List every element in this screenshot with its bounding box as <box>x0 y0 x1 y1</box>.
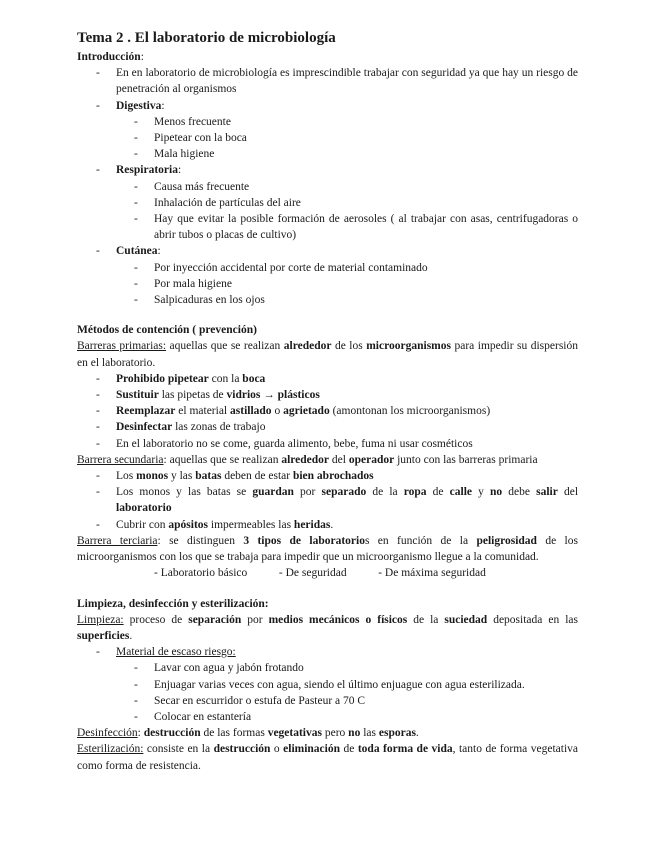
list-item <box>77 260 578 276</box>
bold-text: alrededor <box>283 340 332 353</box>
list-item <box>77 468 578 484</box>
list-item-text: Por inyección accidental por corte de material contaminado <box>154 261 428 274</box>
list-item-text: Salpicaduras en los ojos <box>154 294 265 307</box>
esterilizacion-paragraph <box>77 741 578 773</box>
document-page <box>77 28 578 774</box>
list-item-text: Colocar en estantería <box>154 710 252 723</box>
text: de <box>340 743 358 756</box>
text: . <box>415 727 419 740</box>
intro-heading-text: Introducción <box>77 51 141 63</box>
list-dash: - <box>134 213 138 226</box>
text: Los monos y las batas se <box>116 486 253 499</box>
barreras-primarias-paragraph <box>77 338 578 370</box>
list-item-text: Por mala higiene <box>154 277 232 290</box>
text: el material <box>175 405 231 418</box>
list-item <box>77 484 578 516</box>
text: consiste en la <box>143 743 214 756</box>
text: de la <box>366 486 404 499</box>
text: junto con las barreras primaria <box>394 453 538 466</box>
text: : se distinguen <box>157 534 244 547</box>
list-dash: - <box>134 277 138 290</box>
list-item-text: En en laboratorio de microbiología es imprescindible trabajar con seguridad ya que hay un riesgo de penetración al organismos <box>116 67 578 96</box>
lab-type: - De máxima seguridad <box>378 567 486 580</box>
list-dash: - <box>134 694 138 707</box>
list-dash: - <box>96 646 100 659</box>
cutanea-label: Cutánea <box>116 245 158 258</box>
text: : aquellas que se realizan <box>163 453 282 466</box>
desinfeccion-label: Desinfección <box>77 727 138 740</box>
text: o <box>270 743 284 756</box>
bold-text: boca <box>242 372 266 385</box>
list-dash: - <box>96 164 100 177</box>
text: proceso de <box>123 613 189 626</box>
bold-text: destrucción <box>213 743 271 756</box>
text: por <box>293 486 322 499</box>
list-dash: - <box>96 421 100 434</box>
bold-text: 3 tipos de laboratorio <box>243 534 365 547</box>
bold-text: bien abrochados <box>292 470 374 483</box>
text: las <box>360 727 379 740</box>
bold-text: Prohibido pipetear <box>116 372 209 385</box>
text: con la <box>208 372 243 385</box>
text: (amontonan los microorganismos) <box>329 405 491 418</box>
spacer <box>77 308 578 322</box>
list-dash: - <box>96 99 100 112</box>
list-item <box>77 65 578 97</box>
list-dash: - <box>96 67 100 80</box>
text: depositada en las <box>487 613 578 626</box>
text: del <box>557 486 579 499</box>
lab-type: - De seguridad <box>278 567 347 580</box>
bold-text: medios mecánicos o físicos <box>268 613 408 626</box>
list-item <box>77 211 578 243</box>
colon: : <box>157 245 161 258</box>
text: . <box>330 518 334 531</box>
list-item <box>77 677 578 693</box>
list-item-text: Lavar con agua y jabón frotando <box>154 662 304 675</box>
list-item-text: Mala higiene <box>154 148 215 161</box>
text: de <box>426 486 450 499</box>
barreras-primarias-label: Barreras primarias: <box>77 340 167 353</box>
bold-text: guardan <box>252 486 294 499</box>
material-item <box>77 644 578 660</box>
list-item <box>77 693 578 709</box>
list-item-text: Pipetear con la boca <box>154 132 247 145</box>
bold-text: heridas <box>293 518 331 531</box>
list-dash: - <box>96 518 100 531</box>
bold-text: alrededor <box>281 453 330 466</box>
cutanea-item <box>77 243 578 259</box>
text: pero <box>321 727 349 740</box>
list-item-text: Menos frecuente <box>154 115 231 128</box>
list-dash: - <box>134 678 138 691</box>
list-item <box>77 130 578 146</box>
bold-text: Sustituir <box>116 389 159 402</box>
list-item-text: Inhalación de partículas del aire <box>154 196 301 209</box>
respiratoria-label: Respiratoria <box>116 164 178 177</box>
bold-text: separado <box>321 486 367 499</box>
bold-text: ropa <box>403 486 427 499</box>
bold-text: vegetativas <box>267 727 322 740</box>
bold-text: destrucción <box>143 727 201 740</box>
list-item <box>77 387 578 403</box>
list-dash: - <box>96 470 100 483</box>
bold-text: no <box>348 727 361 740</box>
list-item-text: Enjuagar varias veces con agua, siendo el último enjuague con agua esterilizada. <box>154 678 525 691</box>
list-item <box>77 403 578 419</box>
text: s en función de la <box>364 534 477 547</box>
list-dash: - <box>96 372 100 385</box>
list-item-text: En el laboratorio no se come, guarda alimento, bebe, fuma ni usar cosméticos <box>116 437 473 450</box>
material-label: Material de escaso riesgo: <box>116 646 236 659</box>
bold-text: apósitos <box>168 518 209 531</box>
respiratoria-item <box>77 162 578 178</box>
list-dash: - <box>134 132 138 145</box>
list-dash: - <box>96 389 100 402</box>
bold-text: eliminación <box>283 743 341 756</box>
list-dash: - <box>134 180 138 193</box>
bold-text: Desinfectar <box>116 421 173 434</box>
bold-text: monos <box>136 470 169 483</box>
list-item-text: Secar en escurridor o estufa de Pasteur a 70 C <box>154 694 366 707</box>
colon: : <box>161 99 165 112</box>
list-item <box>77 146 578 162</box>
metodos-heading: Métodos de contención ( prevención) <box>77 324 257 337</box>
bold-text: toda forma de vida <box>357 743 453 756</box>
list-item <box>77 276 578 292</box>
text: de las formas <box>200 727 268 740</box>
text: aquellas que se realizan <box>166 340 284 353</box>
list-item <box>77 371 578 387</box>
barrera-secundaria-paragraph <box>77 452 578 468</box>
list-dash: - <box>96 437 100 450</box>
text: y <box>472 486 490 499</box>
bold-text: separación <box>188 613 242 626</box>
list-dash: - <box>134 148 138 161</box>
text: del <box>329 453 349 466</box>
list-dash: - <box>134 710 138 723</box>
page-title: Tema 2 . El laboratorio de microbiología <box>77 30 336 46</box>
text: de los microorganismos con los que se trabaja para impedir que un microorganismo llegue a la comunidad. <box>77 534 578 564</box>
bold-text: laboratorio <box>116 502 172 515</box>
bold-text: calle <box>449 486 472 499</box>
text: para impedir su dispersión en el laboratorio. <box>77 340 578 369</box>
list-dash: - <box>134 261 138 274</box>
digestiva-item <box>77 98 578 114</box>
limpieza-label: Limpieza: <box>77 613 124 626</box>
text: deben de estar <box>221 470 293 483</box>
text: impermeables las <box>208 518 294 531</box>
bold-text: Reemplazar <box>116 405 176 418</box>
list-item <box>77 436 578 452</box>
list-item-text: Causa más frecuente <box>154 180 250 193</box>
bold-text: peligrosidad <box>476 534 537 547</box>
intro-heading-colon: : <box>140 51 144 63</box>
limpieza-paragraph <box>77 612 578 644</box>
text: de la <box>407 613 445 626</box>
list-dash: - <box>134 115 138 128</box>
barrera-terciaria-label: Barrera terciaria <box>77 534 158 547</box>
list-dash: - <box>96 486 100 499</box>
spacer <box>77 582 578 596</box>
digestiva-label: Digestiva <box>116 99 162 112</box>
bold-text: operador <box>348 453 395 466</box>
text: Los <box>116 470 137 483</box>
text: . <box>129 629 133 642</box>
bold-text: superficies <box>77 629 130 642</box>
list-dash: - <box>96 245 100 258</box>
bold-text: microorganismos <box>366 340 451 353</box>
esterilizacion-label: Esterilización: <box>77 743 144 756</box>
text: por <box>241 613 269 626</box>
laboratory-types <box>77 565 578 581</box>
barrera-secundaria-label: Barrera secundaria <box>77 453 164 466</box>
colon: : <box>177 164 182 177</box>
limpieza-heading: Limpieza, desinfección y esterilización: <box>77 597 269 610</box>
list-dash: - <box>96 405 100 418</box>
text: o <box>271 405 284 418</box>
text: , tanto de forma vegetativa como forma de resistencia. <box>77 743 578 772</box>
text: Cubrir con <box>116 518 169 531</box>
lab-type: - Laboratorio básico <box>154 567 248 580</box>
bold-text: astillado <box>230 405 272 418</box>
bold-text: esporas <box>378 727 416 740</box>
barrera-terciaria-paragraph <box>77 533 578 565</box>
bold-text: batas <box>195 470 222 483</box>
text: y las <box>168 470 196 483</box>
list-item <box>77 179 578 195</box>
list-item <box>77 419 578 435</box>
bold-text: salir <box>536 486 558 499</box>
bold-text: no <box>490 486 503 499</box>
list-item-text: Hay que evitar la posible formación de aerosoles ( al trabajar con asas, centrifugadoras o abrir tubos o placas de cultivo) <box>154 213 578 242</box>
list-item <box>77 709 578 725</box>
intro-heading <box>77 49 578 65</box>
list-dash: - <box>134 196 138 209</box>
list-item <box>77 195 578 211</box>
bold-text: agrietado <box>283 405 330 418</box>
text: : <box>137 727 144 740</box>
list-item <box>77 517 578 533</box>
list-item <box>77 660 578 676</box>
list-dash: - <box>134 662 138 675</box>
text: las pipetas de <box>158 389 227 402</box>
desinfeccion-paragraph <box>77 725 578 741</box>
bold-text: vidrios → plásticos <box>226 389 320 402</box>
text: de los <box>331 340 367 353</box>
list-item <box>77 114 578 130</box>
text: las zonas de trabajo <box>172 421 266 434</box>
text: debe <box>502 486 537 499</box>
bold-text: suciedad <box>444 613 488 626</box>
list-dash: - <box>134 294 138 307</box>
list-item <box>77 292 578 308</box>
